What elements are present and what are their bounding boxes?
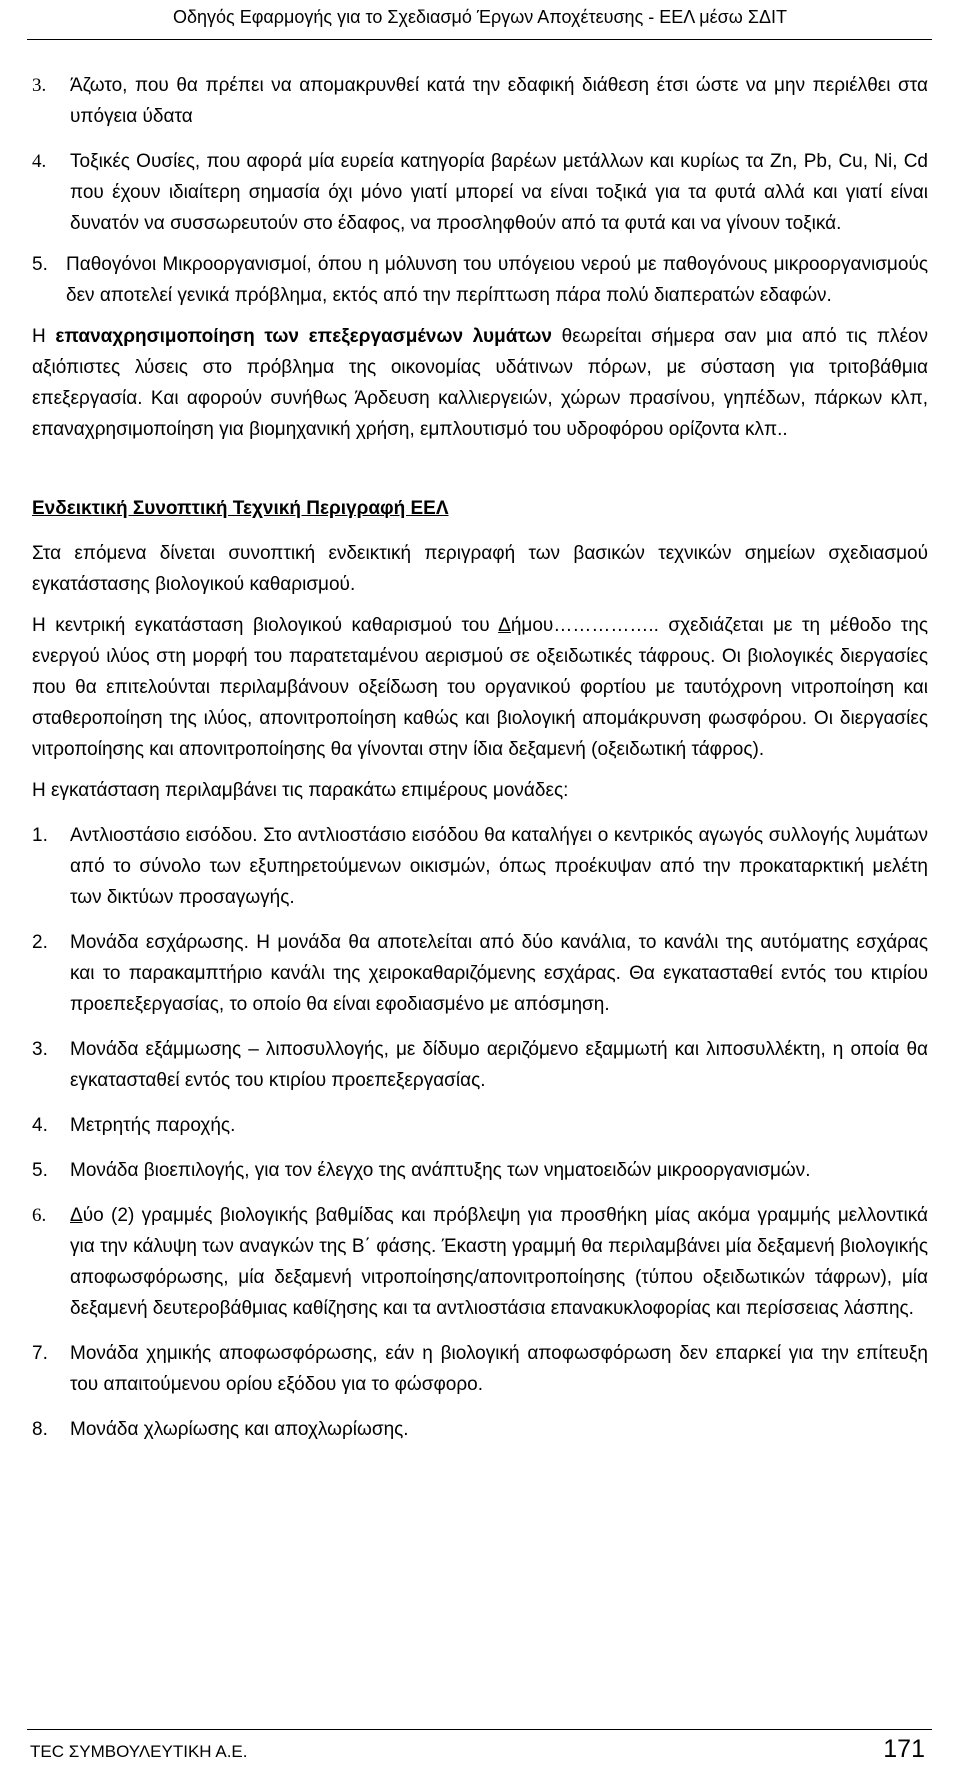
unit-item-7 bbox=[32, 1338, 928, 1400]
unit-text: Μονάδα εσχάρωσης. Η μονάδα θα αποτελείται από δύο κανάλια, το κανάλι της αυτόματης εσχάρας και το παρακαμπτήριο κανάλι της χειροκαθαριζόμενης εσχάρας. Θα εγκατασταθεί εντός του κτιρίου προεπεξεργασίας, το οποίο θα είναι εφοδιασμένο με απόσμηση. bbox=[70, 932, 928, 1015]
list-text: Παθογόνοι Μικροοργανισμοί, όπου η μόλυνση του υπόγειου νερού με παθογόνους μικροοργανισμούς δεν αποτελεί γενικά πρόβλημα, εκτός από την περίπτωση πάρα πολύ διαπερατών εδαφών. bbox=[66, 254, 928, 306]
unit-text bbox=[70, 1200, 928, 1324]
unit-item-8 bbox=[32, 1414, 928, 1445]
unit-item-2 bbox=[32, 927, 928, 1020]
central-underlined-letter: Δ bbox=[498, 615, 511, 636]
reuse-paragraph bbox=[32, 321, 928, 445]
section-heading: Ενδεικτική Συνοπτική Τεχνική Περιγραφή ΕΕΛ bbox=[32, 498, 449, 519]
unit-number: 7. bbox=[32, 1343, 48, 1364]
unit-text: Μετρητής παροχής. bbox=[70, 1115, 236, 1136]
footer-company: TEC ΣΥΜΒΟΥΛΕΥΤΙΚΗ Α.Ε. bbox=[30, 1742, 248, 1761]
unit-text: Μονάδα εξάμμωσης – λιποσυλλογής, με δίδυμο αεριζόμενο εξαμμωτή και λιποσυλλέκτη, η οποία θα εγκατασταθεί εντός του κτιρίου προεπεξεργασίας. bbox=[70, 1039, 928, 1091]
list-item-5-pathogens bbox=[32, 249, 928, 311]
list-item-4-toxic-substances bbox=[32, 146, 928, 239]
list-text: Τοξικές Ουσίες, που αφορά μία ευρεία κατηγορία βαρέων μετάλλων και κυρίως τα Zn, Pb, Cu, Ni, Cd που έχουν ιδιαίτερη σημασία όχι μόνο γιατί μπορεί να είναι τοξικά για τα φυτά αλλά και γιατί είναι δυνατόν να συσσωρευτούν στο έδαφος, να προσληφθούν από τα φυτά και να γίνουν τοξικά. bbox=[70, 151, 928, 234]
list-number: 3. bbox=[32, 75, 47, 96]
unit-number: 1. bbox=[32, 825, 48, 846]
reuse-prefix: Η bbox=[32, 326, 56, 347]
unit-number: 4. bbox=[32, 1115, 48, 1136]
unit-text: Μονάδα βιοεπιλογής, για τον έλεγχο της ανάπτυξης των νηματοειδών μικροοργανισμών. bbox=[70, 1160, 811, 1181]
list-text: Άζωτο, που θα πρέπει να απομακρυνθεί κατά την εδαφική διάθεση έτσι ώστε να μην περιέλθει στα υπόγεια ύδατα bbox=[70, 75, 928, 127]
list-item-3-nitrogen bbox=[32, 70, 928, 132]
unit-item-4 bbox=[32, 1110, 928, 1141]
unit-number: 8. bbox=[32, 1419, 48, 1440]
unit-text: Μονάδα χημικής αποφωσφόρωσης, εάν η βιολογική αποφωσφόρωση δεν επαρκεί για την επίτευξη του απαιτούμενου ορίου εξόδου για το φώσφορο. bbox=[70, 1343, 928, 1395]
page-number: 171 bbox=[883, 1735, 925, 1763]
unit-text: Αντλιοστάσιο εισόδου. Στο αντλιοστάσιο εισόδου θα καταλήγει ο κεντρικός αγωγός συλλογής λυμάτων από το σύνολο των εξυπηρετούμενων οικισμών, όπως προέκυψαν από την προκαταρκτική μελέτη των δικτύων προσαγωγής. bbox=[70, 825, 928, 908]
list-number: 4. bbox=[32, 151, 47, 172]
unit-item-6 bbox=[32, 1200, 928, 1324]
unit-item-5 bbox=[32, 1155, 928, 1186]
unit-item-3 bbox=[32, 1034, 928, 1096]
reuse-bold-term: επαναχρησιμοποίηση των επεξεργασμένων λυμάτων bbox=[55, 326, 552, 347]
header-title: Οδηγός Εφαρμογής για το Σχεδιασμό Έργων Αποχέτευσης - ΕΕΛ μέσω ΣΔΙΤ bbox=[172, 7, 787, 27]
unit-number: 3. bbox=[32, 1039, 48, 1060]
unit-text-rest: ύο (2) γραμμές βιολογικής βαθμίδας και πρόβλεψη για προσθήκη μίας ακόμα γραμμής μελλοντικά για την κάλυψη των αναγκών της Β΄ φάσης. Έκαστη γραμμή θα περιλαμβάνει μία δεξαμενή βιολογικής αποφωσφόρωσης, μία δεξαμενή νιτροποίησης/απονιτροποίησης (τύπου οξειδωτικών τάφρων), μία δεξαμενή δευτεροβάθμιας καθίζησης και τα αντλιοστάσια επανακυκλοφορίας και περίσσειας λάσπης. bbox=[70, 1205, 928, 1319]
central-prefix: Η κεντρική εγκατάσταση βιολογικού καθαρισμού του bbox=[32, 615, 499, 636]
unit-underlined-letter: Δ bbox=[70, 1205, 83, 1226]
unit-number: 5. bbox=[32, 1160, 48, 1181]
unit-text: Μονάδα χλωρίωσης και αποχλωρίωσης. bbox=[70, 1419, 409, 1440]
footer-rule bbox=[27, 1729, 932, 1730]
intro-paragraph: Στα επόμενα δίνεται συνοπτική ενδεικτική περιγραφή των βασικών τεχνικών σημείων σχεδιασμού εγκατάστασης βιολογικού καθαρισμού. bbox=[32, 543, 928, 595]
central-rest: ήμου…………….. σχεδιάζεται με τη μέθοδο της ενεργού ιλύος στη μορφή του παρατεταμένου αερισμού σε οξειδωτικές τάφρους. Οι βιολογικές διεργασίες που θα επιτελούνται περιλαμβάνουν οξείδωση του οργανικού φορτίου με ταυτόχρονη νιτροποίηση και σταθεροποίηση της ιλύος, απονιτροποίηση καθώς και βιολογική απομάκρυνση φωσφόρου. Οι διεργασίες νιτροποίησης και απονιτροποίησης θα γίνονται στην ίδια δεξαμενή (οξειδωτική τάφρος). bbox=[32, 615, 929, 760]
header-rule bbox=[27, 39, 932, 40]
central-plant-paragraph bbox=[32, 610, 928, 765]
unit-number: 2. bbox=[32, 932, 48, 953]
list-number: 5. bbox=[32, 254, 48, 275]
unit-number: 6. bbox=[32, 1205, 47, 1226]
units-intro: Η εγκατάσταση περιλαμβάνει τις παρακάτω επιμέρους μονάδες: bbox=[32, 780, 569, 801]
document-body bbox=[32, 70, 928, 1445]
reuse-rest: θεωρείται σήμερα σαν μια από τις πλέον αξιόπιστες λύσεις στο πρόβλημα της οικονομίας υδάτινων πόρων, με σύσταση για τριτοβάθμια επεξεργασία. Και αφορούν συνήθως Άρδευση καλλιεργειών, χώρων πρασίνου, γηπέδων, πάρκων κλπ, επαναχρησιμοποίηση για βιομηχανική χρήση, εμπλουτισμό του υδροφόρου ορίζοντα κλπ.. bbox=[32, 326, 929, 440]
unit-item-1 bbox=[32, 820, 928, 913]
